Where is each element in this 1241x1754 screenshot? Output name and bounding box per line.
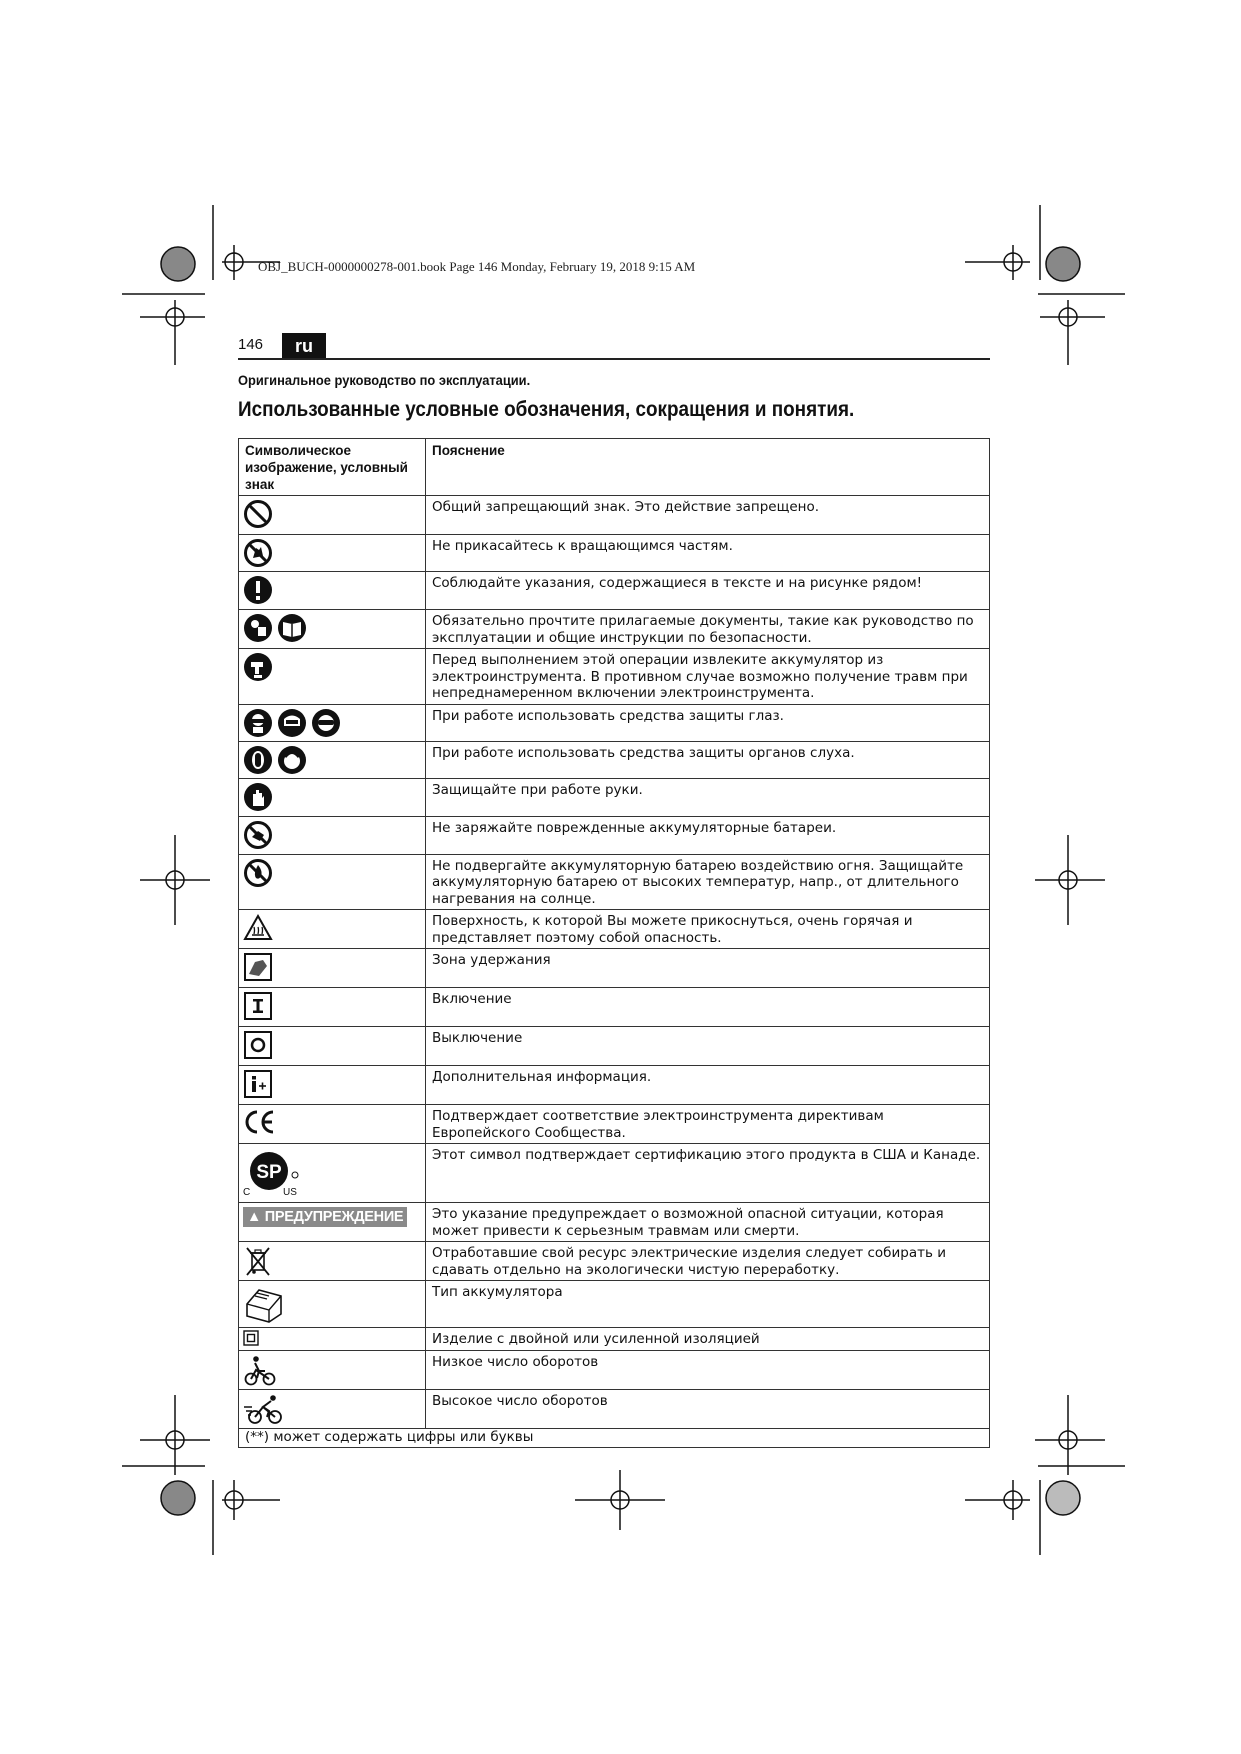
explanation-text: Тип аккумулятора xyxy=(426,1281,990,1328)
explanation-text: Не прикасайтесь к вращающимся частям. xyxy=(426,535,990,572)
table-row xyxy=(239,741,990,778)
table-row xyxy=(239,1242,990,1281)
goggles-icon xyxy=(311,708,341,738)
battery-type-icon xyxy=(243,1284,285,1324)
ce-mark-icon xyxy=(243,1108,277,1136)
explanation-text: Перед выполнением этой операции извлеките аккумулятор из электроинструмента. В противном случае возможно получение травм при непреднамеренном включении электроинструмента. xyxy=(426,649,990,705)
warning-badge: ▲ ПРЕДУПРЕЖДЕНИЕ xyxy=(243,1207,407,1227)
table-row xyxy=(239,778,990,816)
grip-zone-icon xyxy=(243,952,273,982)
footnote-row xyxy=(239,1428,990,1447)
explanation-text: Выключение xyxy=(426,1027,990,1066)
page-number: 146 xyxy=(238,336,264,353)
explanation-text: Высокое число оборотов xyxy=(426,1389,990,1428)
table-row xyxy=(239,816,990,854)
weee-bin-icon xyxy=(243,1245,273,1277)
explanation-text: Низкое число оборотов xyxy=(426,1350,990,1389)
exclamation-icon xyxy=(243,575,273,605)
explanation-text: Защищайте при работе руки. xyxy=(426,778,990,816)
section-title: Использованные условные обозначения, сокращения и понятия. xyxy=(238,398,855,421)
csa-us-label: US xyxy=(283,1187,297,1198)
ear-protection-icon xyxy=(243,745,273,775)
warning-badge-label: ПРЕДУПРЕЖДЕНИЕ xyxy=(264,1209,404,1225)
table-row xyxy=(239,1144,990,1203)
explanation-text: При работе использовать средства защиты органов слуха. xyxy=(426,741,990,778)
explanation-text: Включение xyxy=(426,988,990,1027)
table-row xyxy=(239,1389,990,1428)
svg-text:SP: SP xyxy=(256,1162,282,1183)
explanation-text: Не заряжайте поврежденные аккумуляторные батареи. xyxy=(426,816,990,854)
explanation-text: Этот символ подтверждает сертификацию этого продукта в США и Канаде. xyxy=(426,1144,990,1203)
explanation-text: Отработавшие свой ресурс электрические изделия следует собирать и сдавать отдельно на экологически чистую переработку. xyxy=(426,1242,990,1281)
explanation-text: Подтверждает соответствие электроинструмента директивам Европейского Сообщества. xyxy=(426,1105,990,1144)
header-rule xyxy=(238,358,990,360)
face-shield-icon xyxy=(277,708,307,738)
table-row xyxy=(239,1203,990,1242)
no-fire-battery-icon xyxy=(243,858,273,888)
switch-off-icon xyxy=(243,1030,273,1060)
table-row xyxy=(239,1281,990,1328)
explanation-text: Общий запрещающий знак. Это действие запрещено. xyxy=(426,496,990,535)
explanation-text: Не подвергайте аккумуляторную батарею воздействию огня. Защищайте аккумуляторную батарею от высоких температур, напр., от длительного нагревания на солнце. xyxy=(426,854,990,910)
table-row xyxy=(239,949,990,988)
safety-instructions-icon xyxy=(243,613,273,643)
explanation-text: Изделие с двойной или усиленной изоляцией xyxy=(426,1328,990,1351)
no-charge-damaged-battery-icon xyxy=(243,820,273,850)
symbols-table xyxy=(238,438,990,1448)
book-info-line: OBJ_BUCH-0000000278-001.book Page 146 Monday, February 19, 2018 9:15 AM xyxy=(258,259,696,274)
csa-c-label: C xyxy=(243,1187,251,1198)
table-row xyxy=(239,1066,990,1105)
table-row xyxy=(239,988,990,1027)
safety-glasses-icon xyxy=(243,708,273,738)
table-row xyxy=(239,496,990,535)
table-row xyxy=(239,535,990,572)
double-insulation-icon xyxy=(243,1330,259,1346)
table-row xyxy=(239,1328,990,1351)
low-speed-icon xyxy=(243,1354,277,1386)
no-touch-rotating-parts-icon xyxy=(243,538,273,568)
table-row xyxy=(239,572,990,610)
ear-muffs-icon xyxy=(277,745,307,775)
table-row xyxy=(239,910,990,949)
column-header-explanation: Пояснение xyxy=(426,439,990,496)
column-header-symbol: Символическое изображение, условный знак xyxy=(239,439,426,496)
explanation-text: Обязательно прочтите прилагаемые документы, такие как руководство по эксплуатации и общие инструкции по безопасности. xyxy=(426,610,990,649)
explanation-text: При работе использовать средства защиты глаз. xyxy=(426,704,990,741)
table-row xyxy=(239,854,990,910)
table-row xyxy=(239,649,990,705)
hot-surface-icon xyxy=(243,913,273,941)
explanation-text: Поверхность, к которой Вы можете прикоснуться, очень горячая и представляет поэтому собой опасность. xyxy=(426,910,990,949)
info-icon xyxy=(243,1069,273,1099)
footnote-text: (**) может содержать цифры или буквы xyxy=(239,1428,990,1447)
explanation-text: Это указание предупреждает о возможной опасной ситуации, которая может привести к серьезным травмам или смерти. xyxy=(426,1203,990,1242)
language-badge: ru xyxy=(282,333,326,359)
table-row xyxy=(239,1027,990,1066)
remove-battery-icon xyxy=(243,652,273,682)
explanation-text: Соблюдайте указания, содержащиеся в тексте и на рисунке рядом! xyxy=(426,572,990,610)
table-row xyxy=(239,610,990,649)
read-manual-icon xyxy=(277,613,307,643)
switch-on-icon xyxy=(243,991,273,1021)
high-speed-icon xyxy=(243,1393,285,1425)
table-header-row xyxy=(239,439,990,496)
document-subtitle: Оригинальное руководство по эксплуатации. xyxy=(238,372,531,388)
explanation-text: Дополнительная информация. xyxy=(426,1066,990,1105)
table-row xyxy=(239,704,990,741)
prohibition-icon xyxy=(243,499,273,529)
table-row xyxy=(239,1350,990,1389)
explanation-text: Зона удержания xyxy=(426,949,990,988)
table-row xyxy=(239,1105,990,1144)
hand-protection-icon xyxy=(243,782,273,812)
